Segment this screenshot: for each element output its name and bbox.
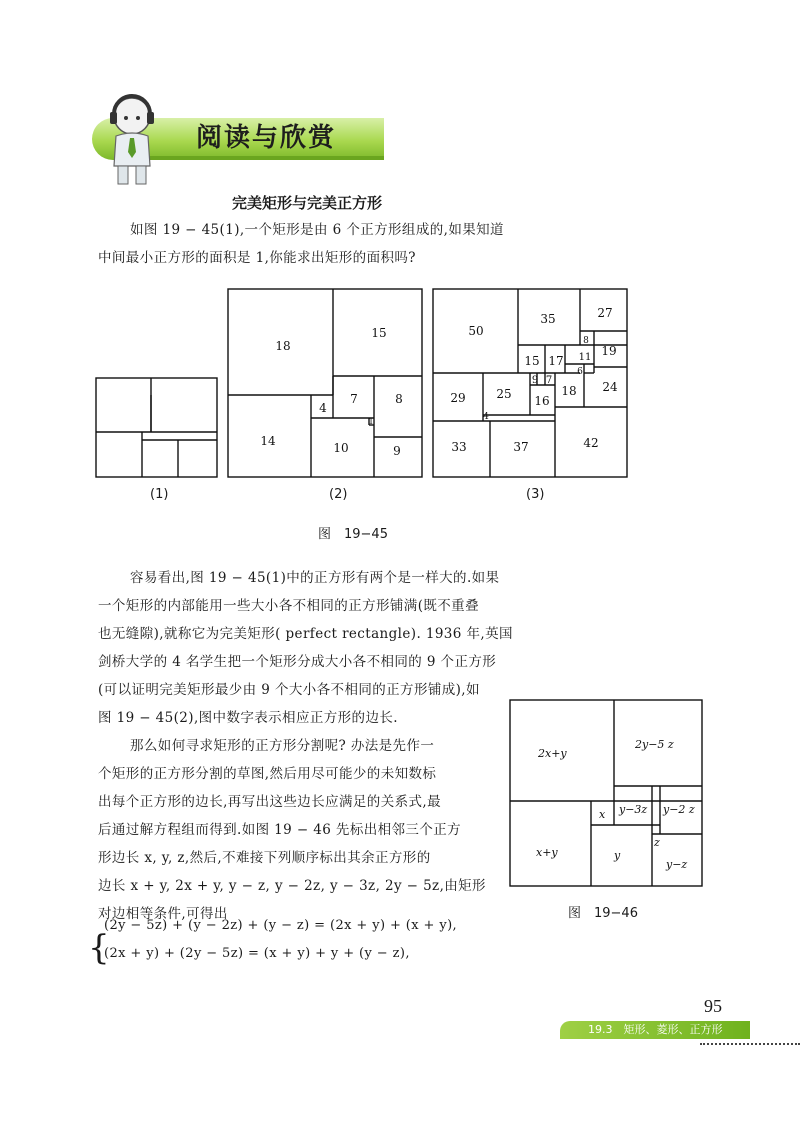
fig3-square-label: 16 <box>534 394 550 408</box>
fig3-square-label: 24 <box>602 380 618 394</box>
figure-sublabel-2: (2) <box>329 487 348 502</box>
fig2-square-label: 9 <box>393 444 401 458</box>
mascot-icon <box>92 92 172 188</box>
fig3-square-label: 7 <box>545 375 553 386</box>
fig46-label: y <box>614 849 621 862</box>
body-line: 容易看出,图 19 − 45(1)中的正方形有两个是一样大的.如果 <box>130 570 500 586</box>
body-line: 后通过解方程组而得到.如图 19 − 46 先标出相邻三个正方 <box>98 822 462 838</box>
figure-caption: 图 19−46 <box>568 906 638 921</box>
fig2-square-label: 1 <box>368 417 374 426</box>
equation-line: (2y − 5z) + (y − 2z) + (y − z) = (2x + y) + (x + y), <box>104 918 458 933</box>
body-line: 也无缝隙),就称它为完美矩形( perfect rectangle). 1936 年,英国 <box>98 626 513 642</box>
fig3-square-label: 11 <box>578 352 592 363</box>
fig3-square-label: 42 <box>583 436 599 450</box>
fig46-label: y−3z <box>619 803 648 816</box>
body-line: 个矩形的正方形分割的草图,然后用尽可能少的未知数标 <box>98 766 437 782</box>
section-title: 阅读与欣赏 <box>196 123 337 153</box>
figure-19-45 <box>90 285 640 485</box>
figure-sublabel-1: (1) <box>150 487 169 502</box>
chapter-label: 19.3 矩形、菱形、正方形 <box>560 1021 750 1039</box>
fig46-label: 2y−5 z <box>635 738 674 751</box>
equation-line: (2x + y) + (2y − 5z) = (x + y) + y + (y − z), <box>104 946 410 961</box>
fig3-square-label: 29 <box>450 391 466 405</box>
figure-caption: 图 19−45 <box>318 527 388 542</box>
fig46-label: x <box>599 808 606 821</box>
body-line: 一个矩形的内部能用一些大小各不相同的正方形铺满(既不重叠 <box>98 598 479 614</box>
body-line: 对边相等条件,可得出 <box>98 906 228 922</box>
fig3-square-label: 6 <box>577 367 583 377</box>
page-number: 95 <box>704 996 722 1016</box>
figure-19-46 <box>508 698 704 888</box>
fig2-square-label: 15 <box>371 326 387 340</box>
article-title: 完美矩形与完美正方形 <box>232 194 383 212</box>
fig3-square-label: 9 <box>531 375 539 386</box>
body-line: 形边长 x, y, z,然后,不难接下列顺序标出其余正方形的 <box>98 850 431 866</box>
figure-sublabel-3: (3) <box>526 487 545 502</box>
fig3-square-label: 4 <box>483 412 489 422</box>
body-line: 出每个正方形的边长,再写出这些边长应满足的关系式,最 <box>98 794 441 810</box>
fig46-label: y−z <box>666 858 688 871</box>
fig46-label: z <box>654 836 660 849</box>
fig3-square-label: 27 <box>597 306 613 320</box>
fig3-square-label: 18 <box>561 384 577 398</box>
fig2-square-label: 14 <box>260 434 276 448</box>
fig46-label: x+y <box>536 846 558 859</box>
fig3-square-label: 19 <box>601 344 617 358</box>
body-line: (可以证明完美矩形最少由 9 个大小各不相同的正方形铺成),如 <box>98 682 480 698</box>
footer-dotted-rule <box>700 1043 800 1045</box>
intro-line-1: 如图 19 − 45(1),一个矩形是由 6 个正方形组成的,如果知道 <box>130 222 504 238</box>
body-line: 图 19 − 45(2),图中数字表示相应正方形的边长. <box>98 710 398 726</box>
fig2-square-label: 7 <box>350 392 358 406</box>
fig3-square-label: 35 <box>540 312 556 326</box>
equation-brace: { <box>88 928 110 968</box>
fig3-square-label: 37 <box>513 440 529 454</box>
fig3-square-label: 8 <box>583 336 589 346</box>
fig2-square-label: 18 <box>275 339 291 353</box>
fig3-square-label: 17 <box>548 354 564 368</box>
intro-line-2: 中间最小正方形的面积是 1,你能求出矩形的面积吗? <box>98 250 416 266</box>
fig3-square-label: 25 <box>496 387 512 401</box>
fig46-label: 2x+y <box>538 747 567 760</box>
fig2-square-label: 8 <box>395 392 403 406</box>
fig2-square-label: 4 <box>319 401 327 415</box>
fig3-square-label: 50 <box>468 324 484 338</box>
body-line: 剑桥大学的 4 名学生把一个矩形分成大小各不相同的 9 个正方形 <box>98 654 497 670</box>
body-line: 边长 x + y, 2x + y, y − z, y − 2z, y − 3z, 2y − 5z,由矩形 <box>98 878 486 894</box>
fig2-square-label: 10 <box>333 441 349 455</box>
fig3-square-label: 15 <box>524 354 540 368</box>
fig3-square-label: 33 <box>451 440 467 454</box>
body-line: 那么如何寻求矩形的正方形分割呢? 办法是先作一 <box>130 738 435 754</box>
fig46-label: y−2 z <box>663 803 695 816</box>
